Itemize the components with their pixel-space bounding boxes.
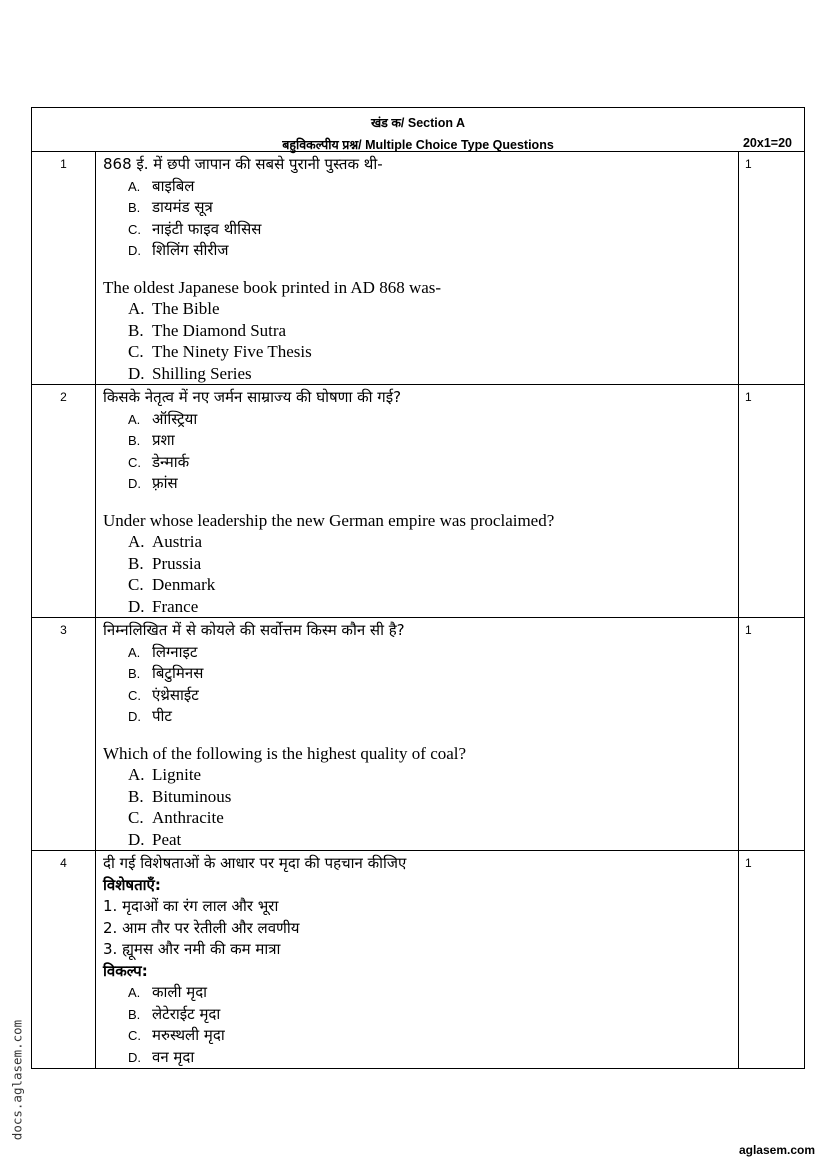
option-d	[128, 1047, 738, 1069]
option-letter: D.	[128, 243, 141, 258]
option-text: Lignite	[152, 765, 202, 784]
option-b	[128, 1004, 738, 1026]
question-text-hindi: दी गई विशेषताओं के आधार पर मृदा की पहचान कीजिए	[103, 854, 407, 872]
option-letter: A.	[128, 532, 145, 551]
question-text-english: Under whose leadership the new German empire was proclaimed?	[103, 510, 555, 530]
question-marks: 1	[738, 851, 804, 1069]
english-options	[103, 531, 738, 617]
section-title: खंड क/ Section A	[370, 116, 466, 130]
section-subtitle: बहुविकल्पीय प्रश्न/ Multiple Choice Type Questions	[282, 138, 554, 152]
option-d	[128, 363, 738, 385]
hindi-options	[103, 409, 738, 495]
footer-brand[interactable]: aglasem.com	[738, 1143, 815, 1157]
section-header-row	[32, 108, 805, 152]
option-text: डायमंड सूत्र	[152, 198, 213, 216]
option-c	[128, 574, 738, 596]
option-text: Peat	[152, 829, 182, 849]
option-letter: B.	[128, 320, 144, 340]
option-text: वन मृदा	[152, 1047, 195, 1066]
watermark	[8, 1000, 26, 1160]
option-d	[128, 473, 738, 495]
option-letter: B.	[128, 200, 141, 215]
option-d	[128, 829, 738, 851]
hindi-options	[103, 982, 738, 1068]
option-letter: D.	[128, 363, 145, 383]
section-header	[32, 108, 805, 152]
option-text: Anthracite	[152, 808, 224, 827]
option-letter: A.	[128, 644, 141, 660]
option-letter: C.	[128, 221, 141, 237]
option-letter: B.	[128, 553, 144, 573]
option-b	[128, 320, 738, 342]
option-text: The Bible	[152, 299, 220, 318]
option-d	[128, 240, 738, 262]
option-letter: C.	[128, 687, 141, 703]
question-text-hindi: 868 ई. में छपी जापान की सबसे पुरानी पुस्तक थी-	[103, 155, 383, 173]
option-b	[128, 786, 738, 808]
option-text: नाइंटी फाइव थीसिस	[152, 219, 262, 238]
option-a	[128, 764, 738, 786]
question-body	[96, 385, 739, 618]
option-d	[128, 596, 738, 618]
options-label: विकल्प:	[103, 961, 148, 980]
option-letter: A.	[128, 299, 145, 318]
option-text: एंथ्रेसाईट	[152, 685, 199, 704]
question-text-hindi: निम्नलिखित में से कोयले की सर्वोत्तम किस्म कौन सी है?	[103, 621, 405, 639]
feature-item: 3. ह्यूमस और नमी की कम मात्रा	[103, 940, 281, 958]
option-letter: B.	[128, 433, 141, 448]
option-c	[128, 807, 738, 829]
option-letter: C.	[128, 342, 144, 361]
option-c	[128, 341, 738, 363]
english-options	[103, 764, 738, 850]
option-letter: B.	[128, 1006, 141, 1022]
option-letter: A.	[128, 765, 145, 784]
question-body	[96, 851, 739, 1069]
features-label: विशेषताएँ:	[103, 875, 161, 894]
feature-item: 2. आम तौर पर रेतीली और लवणीय	[103, 918, 300, 937]
option-b	[128, 663, 738, 685]
question-marks: 1	[738, 152, 804, 385]
question-marks: 1	[738, 618, 804, 851]
option-text: बिटुमिनस	[152, 664, 204, 682]
option-text: पीट	[152, 707, 172, 725]
option-text: फ़्रांस	[152, 474, 178, 492]
question-number: 4	[32, 851, 96, 1069]
question-row-1	[32, 152, 805, 385]
option-a	[128, 982, 738, 1004]
option-text: Austria	[152, 532, 203, 551]
question-text-hindi: किसके नेतृत्व में नए जर्मन साम्राज्य की घोषणा की गई?	[103, 388, 402, 406]
option-d	[128, 706, 738, 728]
hindi-options	[103, 176, 738, 262]
option-letter: D.	[128, 476, 141, 491]
option-text: Bituminous	[152, 786, 232, 806]
option-text: लिग्नाइट	[152, 642, 198, 661]
option-text: The Diamond Sutra	[152, 320, 287, 340]
question-body	[96, 618, 739, 851]
option-letter: B.	[128, 666, 141, 681]
section-marks: 20x1=20	[742, 136, 792, 150]
question-body	[96, 152, 739, 385]
option-letter: C.	[128, 454, 141, 470]
option-letter: B.	[128, 786, 144, 806]
question-text-english: Which of the following is the highest quality of coal?	[103, 743, 467, 763]
question-row-2	[32, 385, 805, 618]
option-c	[128, 1025, 738, 1047]
option-letter: D.	[128, 1049, 141, 1065]
question-table	[31, 107, 805, 1069]
option-text: Denmark	[152, 575, 216, 594]
option-c	[128, 685, 738, 707]
option-c	[128, 219, 738, 241]
option-b	[128, 430, 738, 452]
option-letter: D.	[128, 709, 141, 724]
question-text-english: The oldest Japanese book printed in AD 868 was-	[103, 277, 442, 297]
english-options	[103, 298, 738, 384]
option-a	[128, 298, 738, 320]
watermark-text: docs.aglasem.com	[9, 1019, 25, 1141]
question-marks: 1	[738, 385, 804, 618]
hindi-options	[103, 642, 738, 728]
option-text: प्रशा	[152, 431, 175, 449]
option-text: डेन्मार्क	[152, 452, 190, 471]
option-text: Shilling Series	[152, 363, 252, 383]
option-text: मरुस्थली मृदा	[152, 1026, 225, 1044]
question-row-4	[32, 851, 805, 1069]
option-text: The Ninety Five Thesis	[152, 342, 312, 361]
option-letter: A.	[128, 985, 141, 1000]
option-letter: C.	[128, 808, 144, 827]
option-text: Prussia	[152, 553, 202, 573]
option-text: काली मृदा	[152, 983, 208, 1001]
option-letter: D.	[128, 829, 145, 849]
option-letter: A.	[128, 178, 141, 194]
option-text: France	[152, 596, 199, 616]
option-b	[128, 553, 738, 575]
option-text: बाइबिल	[152, 176, 195, 195]
question-number: 2	[32, 385, 96, 618]
option-b	[128, 197, 738, 219]
option-letter: D.	[128, 596, 145, 616]
option-a	[128, 176, 738, 198]
question-row-3	[32, 618, 805, 851]
option-letter: C.	[128, 1028, 141, 1043]
option-c	[128, 452, 738, 474]
question-number: 3	[32, 618, 96, 851]
option-a	[128, 531, 738, 553]
feature-item: 1. मृदाओं का रंग लाल और भूरा	[103, 897, 279, 915]
option-a	[128, 642, 738, 664]
question-number: 1	[32, 152, 96, 385]
option-letter: C.	[128, 575, 144, 594]
option-letter: A.	[128, 411, 141, 427]
option-text: शिलिंग सीरीज	[152, 241, 229, 259]
option-text: ऑस्ट्रिया	[152, 409, 198, 428]
option-text: लेटेराईट मृदा	[152, 1004, 221, 1023]
option-a	[128, 409, 738, 431]
